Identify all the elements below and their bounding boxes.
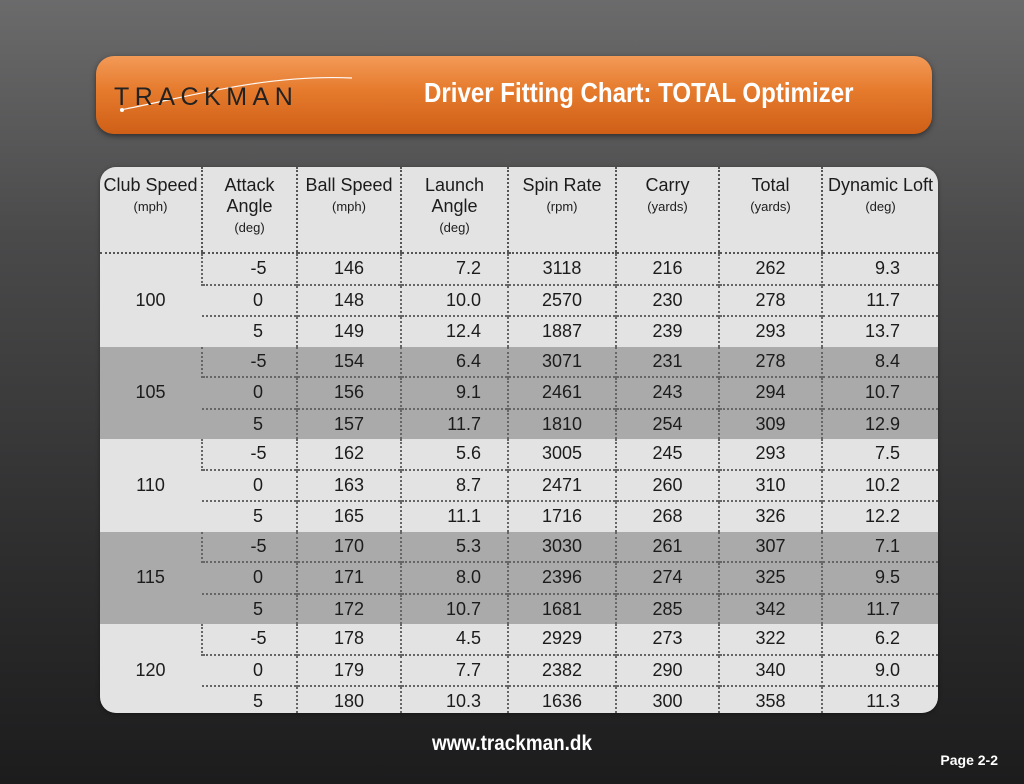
total-cell: 293 bbox=[719, 316, 822, 347]
column-header-label: Club Speed bbox=[103, 175, 198, 195]
spin-rate-cell: 1681 bbox=[508, 594, 616, 625]
ball-speed-cell: 179 bbox=[297, 655, 401, 687]
ball-speed-cell: 171 bbox=[297, 562, 401, 594]
attack-angle-cell: 0 bbox=[202, 377, 297, 409]
ball-speed-cell: 170 bbox=[297, 532, 401, 563]
dynamic-loft-cell: 8.4 bbox=[822, 347, 938, 378]
launch-angle-cell: 10.7 bbox=[401, 594, 508, 625]
carry-cell: 260 bbox=[616, 470, 719, 502]
total-cell: 307 bbox=[719, 532, 822, 563]
club-speed-group bbox=[100, 439, 938, 532]
table-row bbox=[100, 562, 938, 594]
carry-cell: 261 bbox=[616, 532, 719, 563]
column-header bbox=[822, 167, 938, 253]
attack-angle-cell: 5 bbox=[202, 409, 297, 440]
dynamic-loft-cell: 12.2 bbox=[822, 501, 938, 532]
table-row bbox=[100, 377, 938, 409]
column-header-unit: (rpm) bbox=[546, 199, 578, 214]
dynamic-loft-cell: 9.0 bbox=[822, 655, 938, 687]
launch-angle-cell: 11.7 bbox=[401, 409, 508, 440]
table-header bbox=[100, 167, 938, 253]
launch-angle-cell: 11.1 bbox=[401, 501, 508, 532]
table-row bbox=[100, 285, 938, 317]
table-row bbox=[100, 439, 938, 470]
attack-angle-cell: 0 bbox=[202, 562, 297, 594]
carry-cell: 300 bbox=[616, 686, 719, 713]
ball-speed-cell: 172 bbox=[297, 594, 401, 625]
carry-cell: 245 bbox=[616, 439, 719, 470]
launch-angle-cell: 7.7 bbox=[401, 655, 508, 687]
column-header bbox=[202, 167, 297, 253]
carry-cell: 268 bbox=[616, 501, 719, 532]
header-banner bbox=[96, 56, 932, 134]
total-cell: 322 bbox=[719, 624, 822, 655]
ball-speed-cell: 165 bbox=[297, 501, 401, 532]
dynamic-loft-cell: 9.3 bbox=[822, 253, 938, 285]
club-speed-group bbox=[100, 253, 938, 347]
carry-cell: 231 bbox=[616, 347, 719, 378]
total-cell: 342 bbox=[719, 594, 822, 625]
column-header bbox=[297, 167, 401, 253]
column-header-unit: (deg) bbox=[439, 220, 470, 235]
attack-angle-cell: 0 bbox=[202, 655, 297, 687]
fitting-table-panel bbox=[100, 167, 938, 713]
club-speed-cell: 120 bbox=[135, 659, 166, 680]
page-number: Page 2-2 bbox=[940, 752, 998, 768]
table-row bbox=[100, 686, 938, 713]
page-title: Driver Fitting Chart: TOTAL Optimizer bbox=[424, 77, 854, 108]
attack-angle-cell: -5 bbox=[202, 624, 297, 655]
launch-angle-cell: 5.6 bbox=[401, 439, 508, 470]
club-speed-group bbox=[100, 532, 938, 625]
launch-angle-cell: 8.0 bbox=[401, 562, 508, 594]
carry-cell: 274 bbox=[616, 562, 719, 594]
dynamic-loft-cell: 7.1 bbox=[822, 532, 938, 563]
column-header bbox=[508, 167, 616, 253]
attack-angle-cell: 0 bbox=[202, 285, 297, 317]
carry-cell: 216 bbox=[616, 253, 719, 285]
ball-speed-cell: 156 bbox=[297, 377, 401, 409]
carry-cell: 254 bbox=[616, 409, 719, 440]
spin-rate-cell: 2461 bbox=[508, 377, 616, 409]
attack-angle-cell: -5 bbox=[202, 532, 297, 563]
spin-rate-cell: 2570 bbox=[508, 285, 616, 317]
total-cell: 309 bbox=[719, 409, 822, 440]
club-speed-cell: 110 bbox=[136, 474, 165, 495]
table-row bbox=[100, 253, 938, 285]
total-cell: 293 bbox=[719, 439, 822, 470]
logo-text: TRACKMAN bbox=[114, 83, 299, 111]
dynamic-loft-cell: 10.2 bbox=[822, 470, 938, 502]
spin-rate-cell: 1810 bbox=[508, 409, 616, 440]
dynamic-loft-cell: 11.3 bbox=[822, 686, 938, 713]
spin-rate-cell: 2382 bbox=[508, 655, 616, 687]
table-row bbox=[100, 347, 938, 378]
column-header bbox=[719, 167, 822, 253]
launch-angle-cell: 5.3 bbox=[401, 532, 508, 563]
dynamic-loft-cell: 11.7 bbox=[822, 285, 938, 317]
carry-cell: 285 bbox=[616, 594, 719, 625]
total-cell: 326 bbox=[719, 501, 822, 532]
column-header-label: Attack Angle bbox=[224, 175, 275, 216]
column-header-label: Ball Speed bbox=[305, 175, 393, 195]
total-cell: 278 bbox=[719, 285, 822, 317]
dynamic-loft-cell: 7.5 bbox=[822, 439, 938, 470]
attack-angle-cell: 5 bbox=[202, 686, 297, 713]
dynamic-loft-cell: 9.5 bbox=[822, 562, 938, 594]
table-row bbox=[100, 316, 938, 347]
ball-speed-cell: 180 bbox=[297, 686, 401, 713]
dynamic-loft-cell: 12.9 bbox=[822, 409, 938, 440]
ball-speed-cell: 149 bbox=[297, 316, 401, 347]
ball-speed-cell: 162 bbox=[297, 439, 401, 470]
dynamic-loft-cell: 6.2 bbox=[822, 624, 938, 655]
table-row bbox=[100, 655, 938, 687]
club-speed-group bbox=[100, 624, 938, 713]
total-cell: 340 bbox=[719, 655, 822, 687]
total-cell: 325 bbox=[719, 562, 822, 594]
driver-fitting-table bbox=[100, 167, 938, 713]
launch-angle-cell: 10.0 bbox=[401, 285, 508, 317]
carry-cell: 273 bbox=[616, 624, 719, 655]
attack-angle-cell: -5 bbox=[202, 439, 297, 470]
ball-speed-cell: 146 bbox=[297, 253, 401, 285]
carry-cell: 243 bbox=[616, 377, 719, 409]
attack-angle-cell: 0 bbox=[202, 470, 297, 502]
attack-angle-cell: 5 bbox=[202, 594, 297, 625]
table-row bbox=[100, 409, 938, 440]
column-header-label: Spin Rate bbox=[522, 175, 602, 195]
launch-angle-cell: 8.7 bbox=[401, 470, 508, 502]
total-cell: 294 bbox=[719, 377, 822, 409]
column-header-unit: (deg) bbox=[234, 220, 265, 235]
club-speed-cell: 100 bbox=[135, 289, 166, 310]
carry-cell: 290 bbox=[616, 655, 719, 687]
table-row bbox=[100, 532, 938, 563]
column-header-label: Total bbox=[751, 175, 790, 195]
ball-speed-cell: 157 bbox=[297, 409, 401, 440]
launch-angle-cell: 12.4 bbox=[401, 316, 508, 347]
ball-speed-cell: 178 bbox=[297, 624, 401, 655]
spin-rate-cell: 2396 bbox=[508, 562, 616, 594]
table-row bbox=[100, 470, 938, 502]
table-row bbox=[100, 594, 938, 625]
club-speed-cell: 115 bbox=[100, 532, 202, 625]
spin-rate-cell: 2471 bbox=[508, 470, 616, 502]
spin-rate-cell: 2929 bbox=[508, 624, 616, 655]
dynamic-loft-cell: 10.7 bbox=[822, 377, 938, 409]
attack-angle-cell: -5 bbox=[202, 253, 297, 285]
attack-angle-cell: -5 bbox=[202, 347, 297, 378]
header-row bbox=[100, 167, 938, 253]
club-speed-cell: 105 bbox=[100, 347, 202, 440]
footer-url: www.trackman.dk bbox=[431, 732, 593, 755]
ball-speed-cell: 148 bbox=[297, 285, 401, 317]
carry-cell: 239 bbox=[616, 316, 719, 347]
club-speed-group bbox=[100, 347, 938, 440]
spin-rate-cell: 3071 bbox=[508, 347, 616, 378]
launch-angle-cell: 9.1 bbox=[401, 377, 508, 409]
column-header-label: Dynamic Loft bbox=[827, 175, 934, 195]
launch-angle-cell: 7.2 bbox=[401, 253, 508, 285]
spin-rate-cell: 1636 bbox=[508, 686, 616, 713]
attack-angle-cell: 5 bbox=[202, 316, 297, 347]
total-cell: 310 bbox=[719, 470, 822, 502]
spin-rate-cell: 1716 bbox=[508, 501, 616, 532]
total-cell: 358 bbox=[719, 686, 822, 713]
column-header-label: Launch Angle bbox=[424, 175, 485, 216]
column-header-unit: (yards) bbox=[647, 199, 688, 214]
column-header-unit: (yards) bbox=[750, 199, 791, 214]
dynamic-loft-cell: 11.7 bbox=[822, 594, 938, 625]
ball-speed-cell: 154 bbox=[297, 347, 401, 378]
table-row bbox=[100, 624, 938, 655]
table-row bbox=[100, 501, 938, 532]
column-header bbox=[100, 167, 202, 253]
spin-rate-cell: 3030 bbox=[508, 532, 616, 563]
column-header bbox=[616, 167, 719, 253]
carry-cell: 230 bbox=[616, 285, 719, 317]
spin-rate-cell: 3118 bbox=[508, 253, 616, 285]
trackman-logo bbox=[114, 70, 374, 120]
column-header-unit: (mph) bbox=[332, 199, 366, 214]
spin-rate-cell: 1887 bbox=[508, 316, 616, 347]
attack-angle-cell: 5 bbox=[202, 501, 297, 532]
launch-angle-cell: 10.3 bbox=[401, 686, 508, 713]
dynamic-loft-cell: 13.7 bbox=[822, 316, 938, 347]
ball-speed-cell: 163 bbox=[297, 470, 401, 502]
spin-rate-cell: 3005 bbox=[508, 439, 616, 470]
total-cell: 262 bbox=[719, 253, 822, 285]
column-header bbox=[401, 167, 508, 253]
launch-angle-cell: 4.5 bbox=[401, 624, 508, 655]
column-header-unit: (mph) bbox=[133, 199, 168, 214]
column-header-label: Carry bbox=[645, 175, 690, 195]
column-header-unit: (deg) bbox=[865, 199, 896, 214]
launch-angle-cell: 6.4 bbox=[401, 347, 508, 378]
total-cell: 278 bbox=[719, 347, 822, 378]
